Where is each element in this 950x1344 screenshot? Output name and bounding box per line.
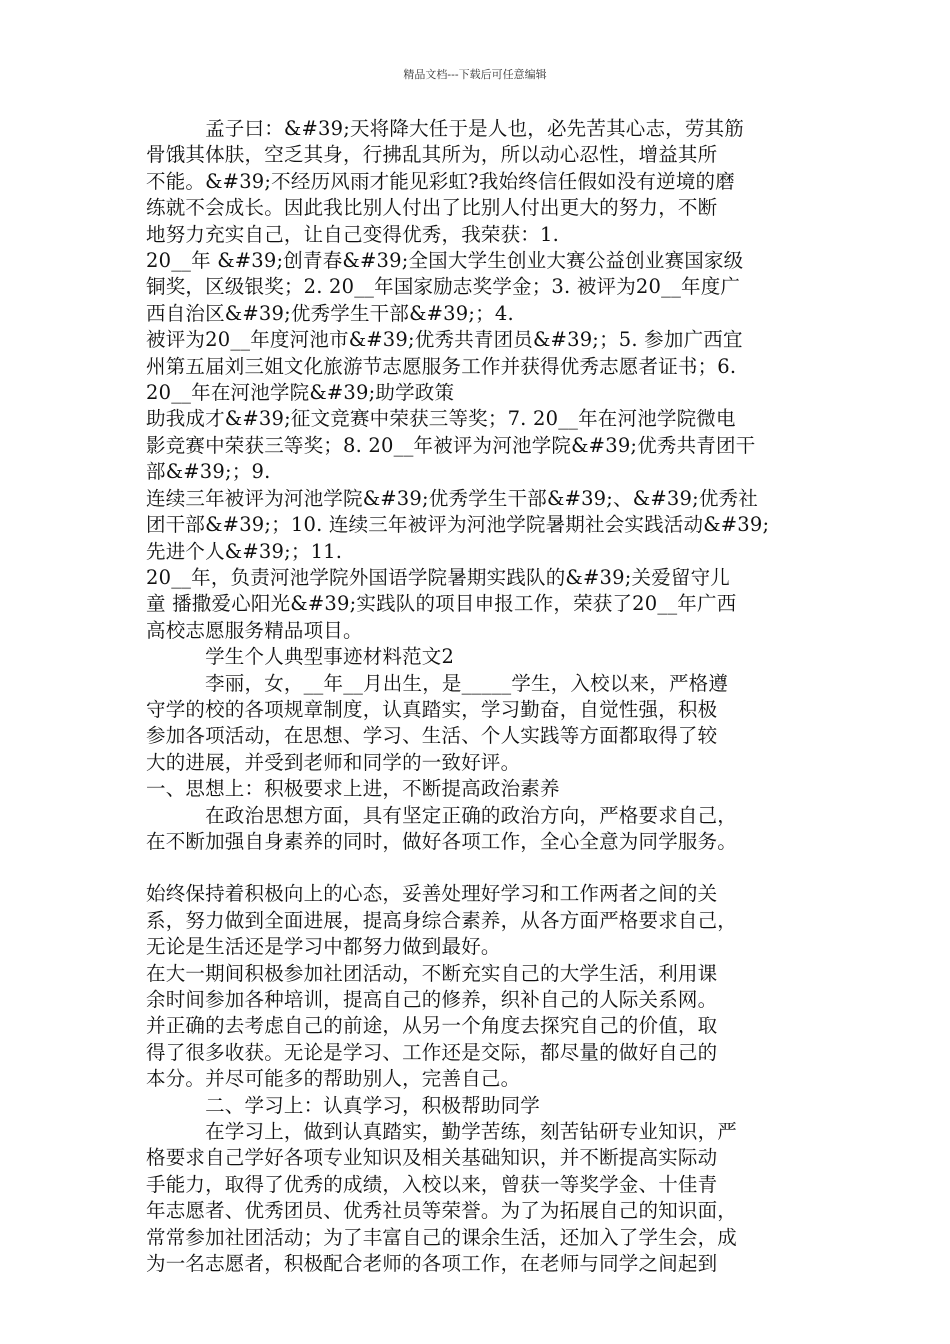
text-line: 守学的校的各项规章制度，认真踏实，学习勤奋，自觉性强，积极	[146, 697, 718, 721]
text-line: 团干部&#39;；10. 连续三年被评为河池学院暑期社会实践活动&#39;	[146, 513, 770, 537]
text-line: 常常参加社团活动；为了丰富自己的课余生活，还加入了学生会，成	[146, 1225, 738, 1249]
text-line: 一、思想上：积极要求上进，不断提高政治素养	[146, 777, 560, 801]
text-line: 连续三年被评为河池学院&#39;优秀学生干部&#39;、&#39;优秀社	[146, 486, 758, 510]
text-line: 被评为20__年度河池市&#39;优秀共青团员&#39;；5. 参加广西宜	[146, 328, 743, 352]
text-line: 无论是生活还是学习中都努力做到最好。	[146, 935, 501, 959]
text-line: 大的进展，并受到老师和同学的一致好评。	[146, 750, 521, 774]
text-line	[146, 855, 836, 881]
text-line: 在不断加强自身素养的同时，做好各项工作，全心全意为同学服务。	[146, 829, 738, 853]
text-line: 20__年 &#39;创青春&#39;全国大学生创业大赛公益创业赛国家级	[146, 249, 744, 273]
text-line: 部&#39;；9.	[146, 460, 271, 484]
text-line: 铜奖，区级银奖；2. 20__年国家励志奖学金；3. 被评为20__年度广	[146, 275, 741, 299]
text-line: 州第五届刘三姐文化旅游节志愿服务工作并获得优秀志愿者证书；6.	[146, 354, 737, 378]
text-line: 在学习上，做到认真踏实，勤学苦练，刻苦钻研专业知识，严	[146, 1120, 738, 1144]
text-line: 格要求自己学好各项专业知识及相关基础知识，并不断提高实际动	[146, 1146, 718, 1170]
text-line: 为一名志愿者，积极配合老师的各项工作，在老师与同学之间起到	[146, 1252, 718, 1276]
text-line: 骨饿其体肤，空乏其身，行拂乱其所为，所以动心忍性，增益其所	[146, 143, 718, 167]
text-line: 20__年，负责河池学院外国语学院暑期实践队的&#39;关爱留守儿	[146, 565, 730, 589]
text-line: 二、学习上：认真学习，积极帮助同学	[146, 1093, 541, 1117]
text-line: 参加各项活动，在思想、学习、生活、个人实践等方面都取得了较	[146, 724, 718, 748]
text-line: 并正确的去考虑自己的前途，从另一个角度去探究自己的价值，取	[146, 1014, 718, 1038]
text-line: 始终保持着积极向上的心态，妥善处理好学习和工作两者之间的关	[146, 882, 718, 906]
text-line: 学生个人典型事迹材料范文2	[146, 645, 455, 669]
text-line: 手能力，取得了优秀的成绩，入校以来，曾获一等奖学金、十佳青	[146, 1172, 718, 1196]
text-line: 先进个人&#39;；11.	[146, 539, 343, 563]
text-line: 本分。并尽可能多的帮助别人，完善自己。	[146, 1067, 521, 1091]
document-body	[146, 116, 836, 1277]
page-header: 精品文档---下载后可任意编辑	[403, 68, 547, 81]
text-line: 余时间参加各种培训，提高自己的修养，织补自己的人际关系网。	[146, 988, 718, 1011]
text-line: 西自治区&#39;优秀学生干部&#39;；4.	[146, 301, 514, 325]
text-line: 在政治思想方面，具有坚定正确的政治方向，严格要求自己，	[146, 803, 738, 827]
text-line: 得了很多收获。无论是学习、工作还是交际，都尽量的做好自己的	[146, 1040, 718, 1064]
text-line: 年志愿者、优秀团员、优秀社员等荣誉。为了为拓展自己的知识面，	[146, 1199, 738, 1223]
text-line: 20__年在河池学院&#39;助学政策	[146, 381, 455, 405]
text-line: 高校志愿服务精品项目。	[146, 618, 363, 642]
text-line: 系，努力做到全面进展，提高身综合素养，从各方面严格要求自己，	[146, 908, 738, 932]
text-line: 影竞赛中荣获三等奖；8. 20__年被评为河池学院&#39;优秀共青团干	[146, 433, 756, 457]
text-line: 李丽，女，__年__月出生，是_____学生，入校以来，严格遵	[146, 671, 729, 695]
text-line: 助我成才&#39;征文竞赛中荣获三等奖；7. 20__年在河池学院微电	[146, 407, 736, 431]
text-line: 孟子曰：&#39;天将降大任于是人也，必先苦其心志，劳其筋	[146, 117, 744, 140]
text-line: 练就不会成长。因此我比别人付出了比别人付出更大的努力，不断	[146, 196, 718, 220]
text-line: 童 播撒爱心阳光&#39;实践队的项目申报工作，荣获了20__年广西	[146, 592, 737, 616]
text-line: 在大一期间积极参加社团活动，不断充实自己的大学生活，利用课	[146, 961, 718, 985]
text-line: 地努力充实自己，让自己变得优秀，我荣获：1.	[146, 222, 560, 246]
text-line: 不能。&#39;不经历风雨才能见彩虹?我始终信任假如没有逆境的磨	[146, 169, 735, 193]
